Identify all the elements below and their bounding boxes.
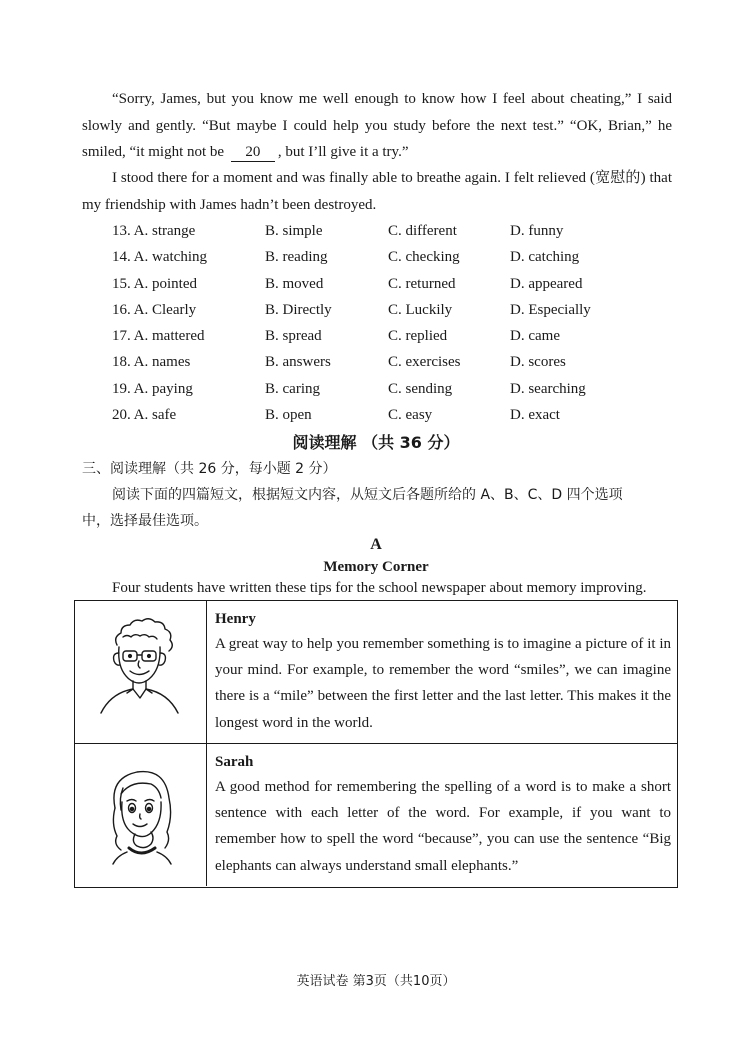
answer-blank: 20 <box>231 143 275 162</box>
instruction-line-1: 阅读下面的四篇短文，根据短文内容，从短文后各题所给的 A、B、C、D 四个选项 <box>112 487 623 503</box>
option-a: 20. A. safe <box>112 407 177 424</box>
tip-row-sarah <box>75 744 677 886</box>
option-a: 17. A. mattered <box>112 328 205 345</box>
passage-title: Memory Corner <box>323 559 429 575</box>
instruction-line-2: 中，选择最佳选项。 <box>82 513 208 529</box>
option-c: C. replied <box>388 328 448 345</box>
tip-author-name: Sarah <box>215 754 254 770</box>
option-row <box>112 349 672 375</box>
sarah-picture-cell <box>75 744 207 886</box>
story-paragraph-2-text: I stood there for a moment and was finally able to breathe again. I felt relieved (宽慰的) that my friendship with James hadn’t been destroyed. <box>82 170 672 213</box>
tips-table <box>74 600 678 888</box>
option-d: D. came <box>510 328 560 345</box>
passage-intro: Four students have written these tips for the school newspaper about memory improving. <box>112 580 647 596</box>
option-d: D. appeared <box>510 275 583 292</box>
story-text-before-blank: “Sorry, James, but you know me well enough to know how I feel about cheating,” I said slowly and gently. “But maybe I could help you study before the next test.” “OK, Brian,” he smiled, “it might not be <box>82 91 672 160</box>
option-b: B. Directly <box>265 301 332 318</box>
option-c: C. checking <box>388 249 460 266</box>
page-footer: 英语试卷 第3页（共10页） <box>296 974 456 989</box>
story-text-after-blank: , but I’ll give it a try.” <box>277 144 409 160</box>
option-c: C. easy <box>388 407 433 424</box>
boy-with-glasses-illustration <box>75 601 205 741</box>
option-d: D. scores <box>510 354 566 371</box>
option-row <box>112 376 672 402</box>
option-c: C. exercises <box>388 354 461 371</box>
option-d: D. Especially <box>510 301 591 318</box>
option-b: B. reading <box>265 249 328 266</box>
option-d: D. catching <box>510 249 580 266</box>
section-title: 阅读理解 （共 36 分） <box>292 433 460 452</box>
option-a: 15. A. pointed <box>112 275 197 292</box>
option-c: C. sending <box>388 380 453 397</box>
option-b: B. caring <box>265 380 320 397</box>
part-heading: 三、阅读理解（共 26 分，每小题 2 分） <box>82 461 337 477</box>
option-a: 13. A. strange <box>112 223 196 239</box>
tip-text: A good method for remembering the spelling of a word is to make a short sentence with each letter of the word. For example, if you want to remember how to spell the word “because”, you can use the sentence “Big elephants can always understand small elephants.” <box>215 779 671 874</box>
tip-author-name: Henry <box>215 611 256 627</box>
option-row <box>112 323 672 349</box>
sarah-tip <box>215 750 671 879</box>
option-b: B. answers <box>265 354 331 371</box>
option-a: 19. A. paying <box>112 380 193 397</box>
option-b: B. open <box>265 407 312 424</box>
option-row <box>112 218 672 244</box>
option-a: 14. A. watching <box>112 249 207 266</box>
option-row <box>112 297 672 323</box>
options-list <box>112 218 672 428</box>
option-d: D. searching <box>510 380 586 397</box>
option-b: B. simple <box>265 223 323 239</box>
story-paragraph-1 <box>82 86 672 166</box>
story-paragraph-2 <box>82 165 672 218</box>
option-row <box>112 244 672 270</box>
option-d: D. funny <box>510 223 564 239</box>
option-a: 18. A. names <box>112 354 191 371</box>
henry-picture-cell <box>75 601 207 743</box>
tip-text: A great way to help you remember something is to imagine a picture of it in your mind. For example, to remember the word “smiles”, we can imagine there is a “mile” between the first letter and the last letter. This makes it the longest word in the world. <box>215 636 671 731</box>
option-d: D. exact <box>510 407 560 424</box>
option-row <box>112 271 672 297</box>
option-c: C. Luckily <box>388 301 453 318</box>
option-row <box>112 402 672 428</box>
tip-row-henry <box>75 601 677 744</box>
option-b: B. spread <box>265 328 322 345</box>
passage-letter: A <box>370 536 382 553</box>
option-c: C. returned <box>388 275 456 292</box>
option-b: B. moved <box>265 275 324 292</box>
option-a: 16. A. Clearly <box>112 301 197 318</box>
girl-illustration <box>75 744 205 884</box>
option-c: C. different <box>388 223 457 239</box>
henry-tip <box>215 607 671 736</box>
